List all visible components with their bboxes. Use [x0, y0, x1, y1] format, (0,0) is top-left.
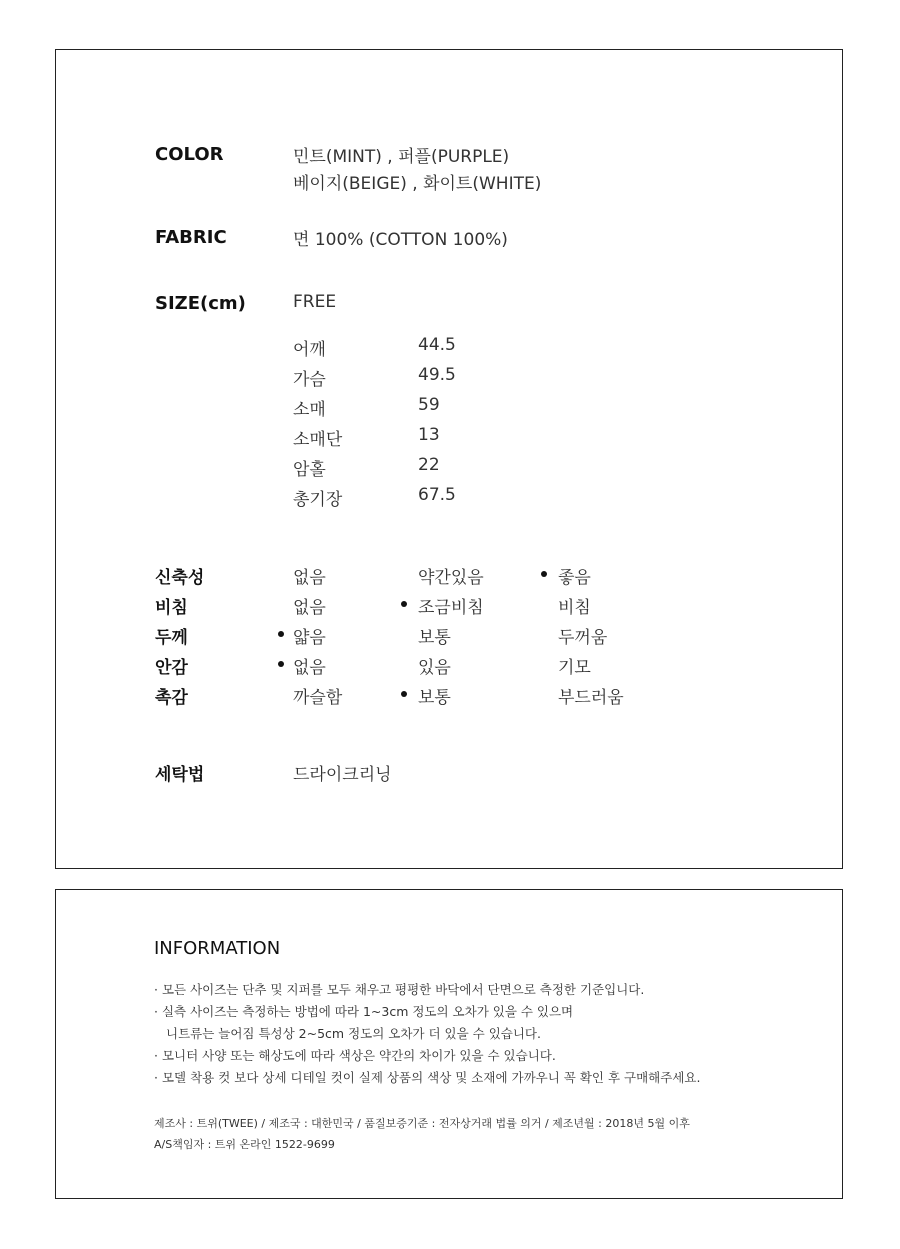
property-option: 없음	[293, 568, 326, 588]
information-line: · 모든 사이즈는 단추 및 지퍼를 모두 채우고 평평한 바닥에서 단면으로 측정한 기준입니다.	[154, 982, 645, 997]
property-option: 비침	[558, 598, 591, 618]
property-option-selected: 보통	[418, 688, 451, 708]
selected-dot-icon	[278, 631, 284, 637]
measurement-name-cuff: 소매단	[293, 430, 343, 450]
property-option: 있음	[418, 658, 451, 678]
measurement-name-length: 총기장	[293, 490, 343, 510]
property-option: 부드러움	[558, 688, 624, 708]
property-option: 두꺼움	[558, 628, 608, 648]
size-value: FREE	[293, 292, 337, 312]
measurement-value-sleeve: 59	[418, 395, 440, 415]
property-option-selected: 얇음	[293, 628, 326, 648]
measurement-name-chest: 가슴	[293, 370, 326, 390]
selected-dot-icon	[278, 661, 284, 667]
property-option: 까슬함	[293, 688, 343, 708]
color-value-line2: 베이지(BEIGE) , 화이트(WHITE)	[293, 174, 542, 194]
color-value-line1: 민트(MINT) , 퍼플(PURPLE)	[293, 147, 510, 167]
property-label-thickness: 두께	[155, 628, 188, 648]
measurement-value-cuff: 13	[418, 425, 440, 445]
measurement-value-shoulder: 44.5	[418, 335, 456, 355]
information-line: · 모델 착용 컷 보다 상세 디테일 컷이 실제 상품의 색상 및 소재에 가까우니 꼭 확인 후 구매해주세요.	[154, 1070, 701, 1085]
information-line: 니트류는 늘어짐 특성상 2~5cm 정도의 오차가 더 있을 수 있습니다.	[166, 1026, 541, 1041]
manufacturer-info: 제조사 : 트위(TWEE) / 제조국 : 대한민국 / 품질보증기준 : 전자상거래 법률 의거 / 제조년월 : 2018년 5월 이후	[154, 1117, 690, 1130]
property-option: 기모	[558, 658, 591, 678]
property-option: 보통	[418, 628, 451, 648]
selected-dot-icon	[401, 601, 407, 607]
measurement-name-armhole: 암홀	[293, 460, 326, 480]
measurement-value-armhole: 22	[418, 455, 440, 475]
measurement-name-sleeve: 소매	[293, 400, 326, 420]
selected-dot-icon	[401, 691, 407, 697]
property-option-selected: 좋음	[558, 568, 591, 588]
property-option-selected: 없음	[293, 658, 326, 678]
property-option: 약간있음	[418, 568, 484, 588]
size-label: SIZE(cm)	[155, 293, 246, 314]
property-option: 없음	[293, 598, 326, 618]
information-line: · 실측 사이즈는 측정하는 방법에 따라 1~3cm 정도의 오차가 있을 수 있으며	[154, 1004, 574, 1019]
measurement-name-shoulder: 어깨	[293, 340, 326, 360]
information-box	[55, 889, 843, 1199]
fabric-value: 면 100% (COTTON 100%)	[293, 230, 508, 250]
measurement-value-length: 67.5	[418, 485, 456, 505]
color-label: COLOR	[155, 144, 224, 165]
information-title: INFORMATION	[154, 938, 281, 959]
selected-dot-icon	[541, 571, 547, 577]
property-label-lining: 안감	[155, 658, 188, 678]
as-contact-info: A/S책임자 : 트위 온라인 1522-9699	[154, 1138, 335, 1151]
wash-value: 드라이크리닝	[293, 765, 392, 785]
information-line: · 모니터 사양 또는 해상도에 따라 색상은 약간의 차이가 있을 수 있습니다.	[154, 1048, 556, 1063]
property-option-selected: 조금비침	[418, 598, 484, 618]
wash-label: 세탁법	[155, 765, 205, 785]
property-label-texture: 촉감	[155, 688, 188, 708]
property-label-elasticity: 신축성	[155, 568, 205, 588]
fabric-label: FABRIC	[155, 227, 227, 248]
measurement-value-chest: 49.5	[418, 365, 456, 385]
property-label-sheerness: 비침	[155, 598, 188, 618]
